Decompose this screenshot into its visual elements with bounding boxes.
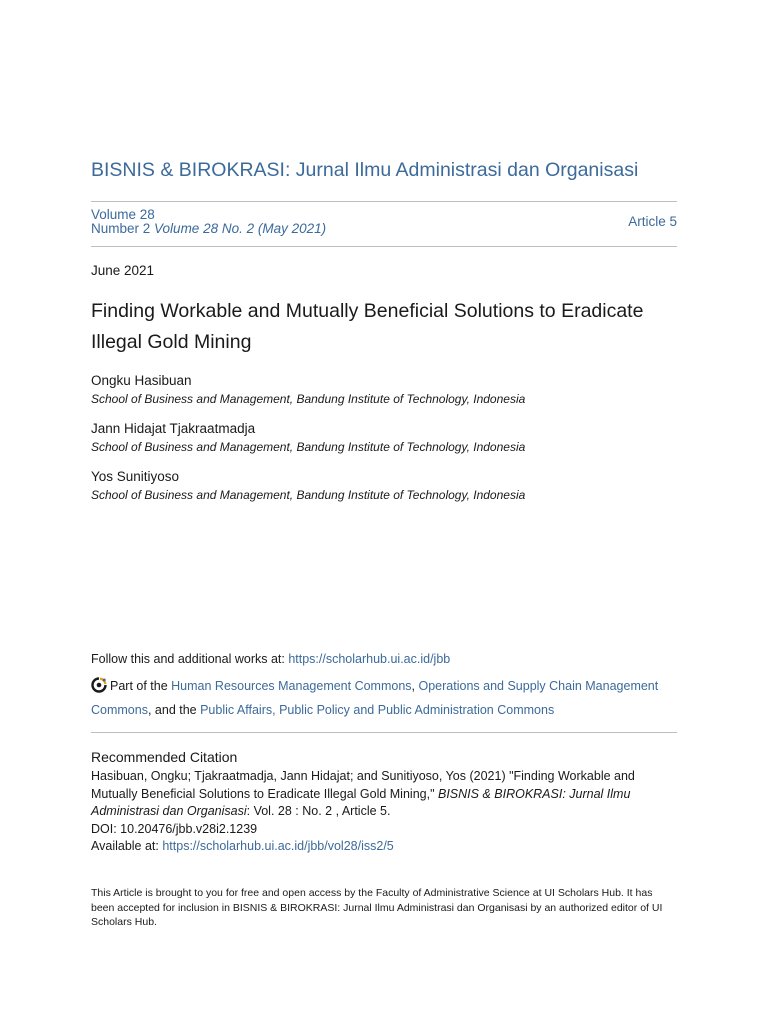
citation-text: Hasibuan, Ongku; Tjakraatmadja, Jann Hidajat; and Sunitiyoso, Yos (2021) "Finding Workable and Mutually Beneficial Solutions to Eradicate Illegal Gold Mining," BISNIS & BIROKRASI: Jurnal Ilmu Administrasi dan Organisasi: Vol. 28 : No. 2 , Article 5. xyxy=(91,769,635,818)
access-note: This Article is brought to you for free and open access by the Faculty of Administrative Science at UI Scholars Hub. It has been accepted for inclusion in BISNIS & BIROKRASI: Jurnal Ilmu Administrasi dan Organisasi by an authorized editor of UI Scholars Hub. xyxy=(91,887,663,928)
citation-rule xyxy=(91,732,677,733)
part-of-commons xyxy=(91,676,677,721)
author-block-3 xyxy=(91,469,677,503)
follow-text: Follow this and additional works at: xyxy=(91,652,289,666)
author-affiliation: School of Business and Management, Bandung Institute of Technology, Indonesia xyxy=(91,440,526,454)
author-name: Jann Hidajat Tjakraatmadja xyxy=(91,421,256,436)
part-of-sep-1: , xyxy=(411,679,419,693)
volume-link[interactable]: Volume 28 xyxy=(91,207,155,222)
citation-journal: BISNIS & BIROKRASI: Jurnal Ilmu Administrasi dan Organisasi xyxy=(91,786,631,818)
author-affiliation: School of Business and Management, Bandung Institute of Technology, Indonesia xyxy=(91,392,526,406)
author-block-2 xyxy=(91,421,677,455)
author-block-1 xyxy=(91,373,677,407)
header-bottom-rule xyxy=(91,246,677,247)
number-link[interactable]: Number 2 xyxy=(91,221,151,236)
operations-supply-chain-commons-link[interactable]: Operations and Supply Chain Management Commons xyxy=(91,679,659,717)
issue-info xyxy=(91,208,677,236)
journal-title-link[interactable]: BISNIS & BIROKRASI: Jurnal Ilmu Administrasi dan Organisasi xyxy=(91,159,639,181)
author-name: Yos Sunitiyoso xyxy=(91,469,180,484)
citation-body xyxy=(91,768,677,856)
part-of-prefix: Part of the xyxy=(110,679,172,693)
public-affairs-commons-link[interactable]: Public Affairs, Public Policy and Public Administration Commons xyxy=(200,703,555,717)
publication-date: June 2021 xyxy=(91,263,155,278)
citation-available: Available at: https://scholarhub.ui.ac.id/jbb/vol28/iss2/5 xyxy=(91,839,394,853)
article-number-link[interactable]: Article 5 xyxy=(628,214,677,229)
issue-label-link[interactable]: Volume 28 No. 2 (May 2021) xyxy=(154,221,327,236)
citation-heading: Recommended Citation xyxy=(91,749,238,765)
follow-line xyxy=(91,651,677,667)
hr-management-commons-link[interactable]: Human Resources Management Commons xyxy=(171,679,412,693)
author-name: Ongku Hasibuan xyxy=(91,373,192,388)
journal-url-link[interactable]: https://scholarhub.ui.ac.id/jbb xyxy=(288,652,451,666)
citation-doi: DOI: 10.20476/jbb.v28i2.1239 xyxy=(91,821,258,836)
part-of-sep-2: , and the xyxy=(147,703,201,717)
network-commons-icon xyxy=(91,677,107,700)
header-top-rule xyxy=(91,201,677,202)
article-url-link[interactable]: https://scholarhub.ui.ac.id/jbb/vol28/iss2/5 xyxy=(162,839,394,853)
article-title: Finding Workable and Mutually Beneficial Solutions to Eradicate Illegal Gold Mining xyxy=(91,300,644,353)
author-affiliation: School of Business and Management, Bandung Institute of Technology, Indonesia xyxy=(91,488,526,502)
